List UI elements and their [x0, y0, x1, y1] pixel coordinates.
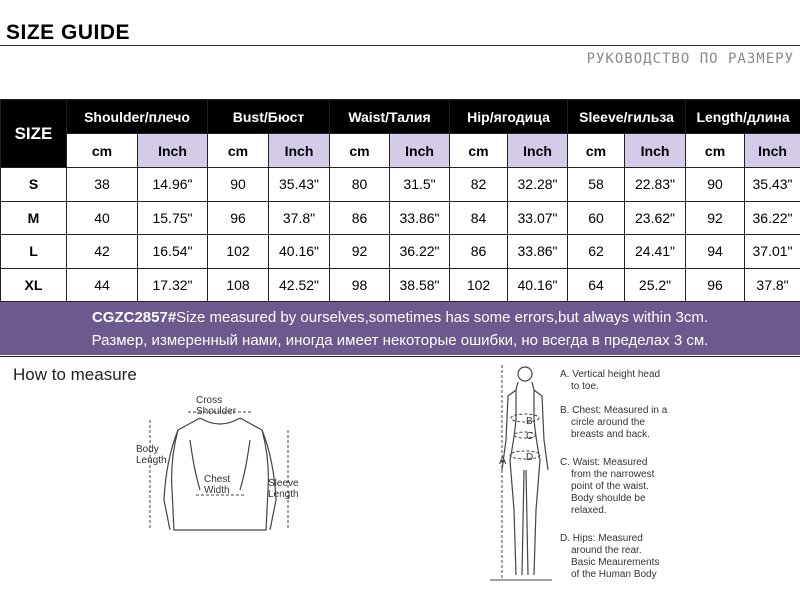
table-cell: 62 [568, 235, 625, 269]
table-cell: 35.43" [269, 168, 330, 202]
body-diagram [480, 360, 560, 590]
size-label: S [1, 168, 67, 202]
label-sleeve-length: Sleeve Length [268, 478, 299, 500]
size-header: SIZE [1, 100, 67, 168]
table-cell: 86 [450, 235, 508, 269]
label-cross-shoulder: Cross Shoulder [196, 395, 236, 417]
table-cell: 98 [330, 268, 390, 302]
page-subtitle: РУКОВОДСТВО ПО РАЗМЕРУ [587, 51, 794, 67]
table-cell: 92 [686, 201, 745, 235]
unit-cm: cm [208, 134, 269, 168]
unit-inch: Inch [745, 134, 800, 168]
unit-cm: cm [67, 134, 138, 168]
unit-inch: Inch [269, 134, 330, 168]
table-cell: 58 [568, 168, 625, 202]
table-cell: 102 [208, 235, 269, 269]
note-hips: D. Hips: Measured around the rear. Basic Meaurements of the Human Body [560, 533, 659, 581]
unit-cm: cm [568, 134, 625, 168]
table-cell: 64 [568, 268, 625, 302]
table-row [1, 235, 800, 269]
table-cell: 108 [208, 268, 269, 302]
table-cell: 38.58" [390, 268, 450, 302]
unit-inch: Inch [508, 134, 568, 168]
table-cell: 44 [67, 268, 138, 302]
table-cell: 22.83" [625, 168, 686, 202]
note-waist: C. Waist: Measured from the narrowest point of the waist. Body shoulde be relaxed. [560, 457, 654, 517]
table-cell: 37.8" [269, 201, 330, 235]
table-cell: 33.86" [508, 235, 568, 269]
table-cell: 24.41" [625, 235, 686, 269]
size-label: L [1, 235, 67, 269]
table-cell: 23.62" [625, 201, 686, 235]
table-cell: 36.22" [390, 235, 450, 269]
table-cell: 60 [568, 201, 625, 235]
marker-c: C [526, 431, 533, 442]
table-cell: 37.8" [745, 268, 800, 302]
label-body-length: Body Length [136, 444, 167, 466]
unit-cm: cm [450, 134, 508, 168]
unit-cm: cm [330, 134, 390, 168]
table-cell: 32.28" [508, 168, 568, 202]
size-table [0, 99, 800, 302]
table-cell: 17.32" [138, 268, 208, 302]
how-to-measure-panel [0, 356, 800, 601]
table-cell: 25.2" [625, 268, 686, 302]
how-to-measure-title: How to measure [13, 365, 137, 385]
note-chest: B. Chest: Measured in a circle around the breasts and back. [560, 405, 667, 441]
header-bust: Bust/Бюст [208, 100, 330, 134]
table-cell: 16.54" [138, 235, 208, 269]
size-label: M [1, 201, 67, 235]
table-cell: 37.01" [745, 235, 800, 269]
table-cell: 38 [67, 168, 138, 202]
marker-d: D [526, 452, 533, 463]
table-cell: 15.75" [138, 201, 208, 235]
page-title: SIZE GUIDE [6, 21, 130, 45]
table-cell: 40 [67, 201, 138, 235]
header-length: Length/длина [686, 100, 800, 134]
table-cell: 96 [686, 268, 745, 302]
label-chest-width: Chest Width [204, 474, 230, 496]
table-cell: 40.16" [508, 268, 568, 302]
table-cell: 31.5" [390, 168, 450, 202]
unit-inch: Inch [138, 134, 208, 168]
header-shoulder: Shoulder/плечо [67, 100, 208, 134]
table-cell: 102 [450, 268, 508, 302]
unit-cm: cm [686, 134, 745, 168]
table-cell: 92 [330, 235, 390, 269]
table-cell: 14.96" [138, 168, 208, 202]
table-cell: 33.07" [508, 201, 568, 235]
marker-b: B [526, 416, 533, 427]
unit-inch: Inch [390, 134, 450, 168]
table-cell: 86 [330, 201, 390, 235]
table-row [1, 268, 800, 302]
table-cell: 42 [67, 235, 138, 269]
table-cell: 82 [450, 168, 508, 202]
table-cell: 40.16" [269, 235, 330, 269]
table-cell: 80 [330, 168, 390, 202]
table-cell: 96 [208, 201, 269, 235]
table-cell: 94 [686, 235, 745, 269]
table-cell: 90 [686, 168, 745, 202]
header-hip: Hip/ягодица [450, 100, 568, 134]
note-height: A. Vertical height head to toe. [560, 369, 660, 393]
title-divider [0, 45, 800, 46]
note-line-en: Size measured by ourselves,sometimes has some errors,but always within 3cm. [176, 309, 708, 326]
table-cell: 33.86" [390, 201, 450, 235]
note-line-ru: Размер, измеренный нами, иногда имеет некоторые ошибки, но всегда в пределах 3 см. [0, 329, 800, 352]
size-label: XL [1, 268, 67, 302]
header-sleeve: Sleeve/гильза [568, 100, 686, 134]
table-cell: 42.52" [269, 268, 330, 302]
table-cell: 84 [450, 201, 508, 235]
product-code: CGZC2857# [92, 309, 176, 326]
table-row [1, 168, 800, 202]
table-cell: 36.22" [745, 201, 800, 235]
table-cell: 35.43" [745, 168, 800, 202]
header-waist: Waist/Талия [330, 100, 450, 134]
unit-inch: Inch [625, 134, 686, 168]
measurement-note [0, 302, 800, 355]
marker-a: A [499, 456, 506, 467]
table-cell: 90 [208, 168, 269, 202]
table-row [1, 201, 800, 235]
